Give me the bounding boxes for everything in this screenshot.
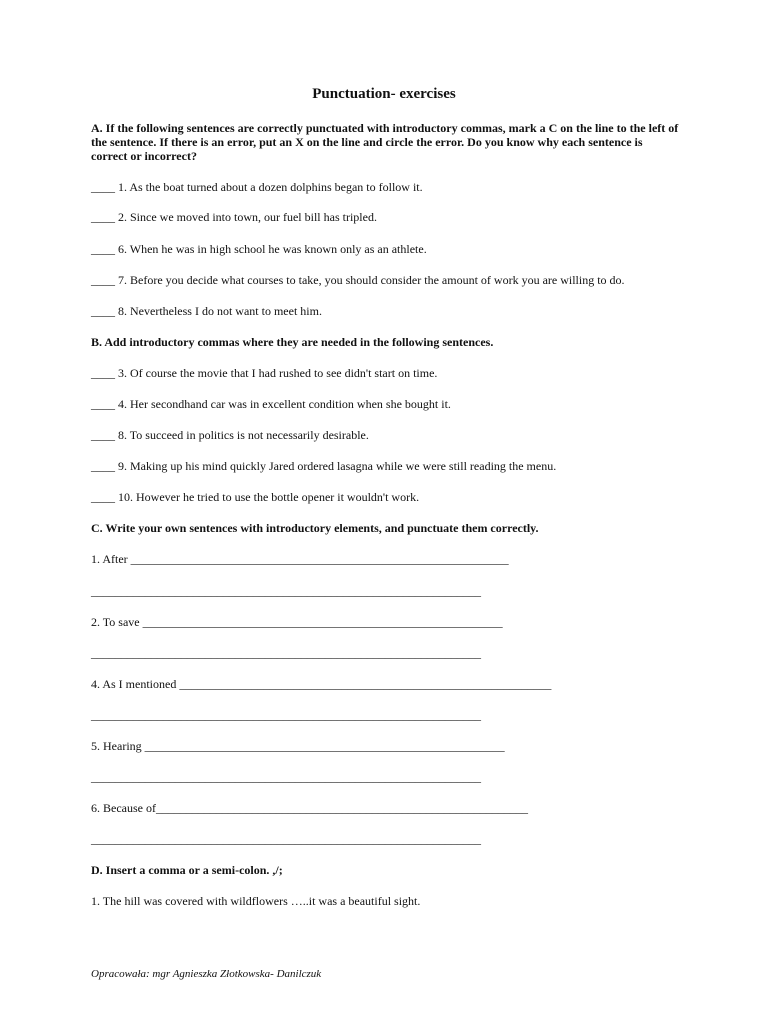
section-c-prompt: 4. As I mentioned ______________________________________________________________: [91, 677, 552, 691]
section-d-item: 1. The hill was covered with wildflowers …..it was a beautiful sight.: [91, 894, 421, 908]
section-a-instruction: A. If the following sentences are correctly punctuated with introductory commas, mark a C on the line to the left of the sentence. If there is an error, put an X on the line and circle the error. Do you know why each sentence is correct or incorrect?: [91, 121, 679, 163]
section-b-item: ____ 8. To succeed in politics is not necessarily desirable.: [91, 428, 369, 442]
section-b-instruction: B. Add introductory commas where they are needed in the following sentences.: [91, 335, 494, 349]
section-c-prompt: 5. Hearing ____________________________________________________________: [91, 739, 505, 753]
section-b-item: ____ 3. Of course the movie that I had rushed to see didn't start on time.: [91, 366, 438, 380]
answer-blank-line: _________________________________________________________________: [91, 832, 481, 846]
section-b-item: ____ 10. However he tried to use the bottle opener it wouldn't work.: [91, 490, 420, 504]
answer-blank-line: _________________________________________________________________: [91, 646, 481, 660]
section-d-instruction: D. Insert a comma or a semi-colon. ,/;: [91, 863, 283, 877]
section-b-item: ____ 9. Making up his mind quickly Jared ordered lasagna while we were still reading the menu.: [91, 459, 557, 473]
section-c-prompt: 6. Because of______________________________________________________________: [91, 801, 528, 815]
section-c-instruction: C. Write your own sentences with introductory elements, and punctuate them correctly.: [91, 521, 539, 535]
page-title: Punctuation- exercises: [312, 86, 456, 102]
section-a-item: ____ 6. When he was in high school he was known only as an athlete.: [91, 242, 427, 256]
section-a-item: ____ 8. Nevertheless I do not want to meet him.: [91, 304, 322, 318]
section-b-item: ____ 4. Her secondhand car was in excellent condition when she bought it.: [91, 397, 451, 411]
answer-blank-line: _________________________________________________________________: [91, 770, 481, 784]
answer-blank-line: _________________________________________________________________: [91, 584, 481, 598]
section-a-item: ____ 7. Before you decide what courses to take, you should consider the amount of work you are willing to do.: [91, 273, 625, 287]
section-a-item: ____ 2. Since we moved into town, our fuel bill has tripled.: [91, 210, 377, 224]
section-a-item: ____ 1. As the boat turned about a dozen dolphins began to follow it.: [91, 180, 423, 194]
section-c-prompt: 2. To save ____________________________________________________________: [91, 615, 503, 629]
section-c-prompt: 1. After _______________________________________________________________: [91, 552, 509, 566]
author-footer: Opracowała: mgr Agnieszka Złotkowska- Danilczuk: [91, 968, 322, 980]
answer-blank-line: _________________________________________________________________: [91, 708, 481, 722]
